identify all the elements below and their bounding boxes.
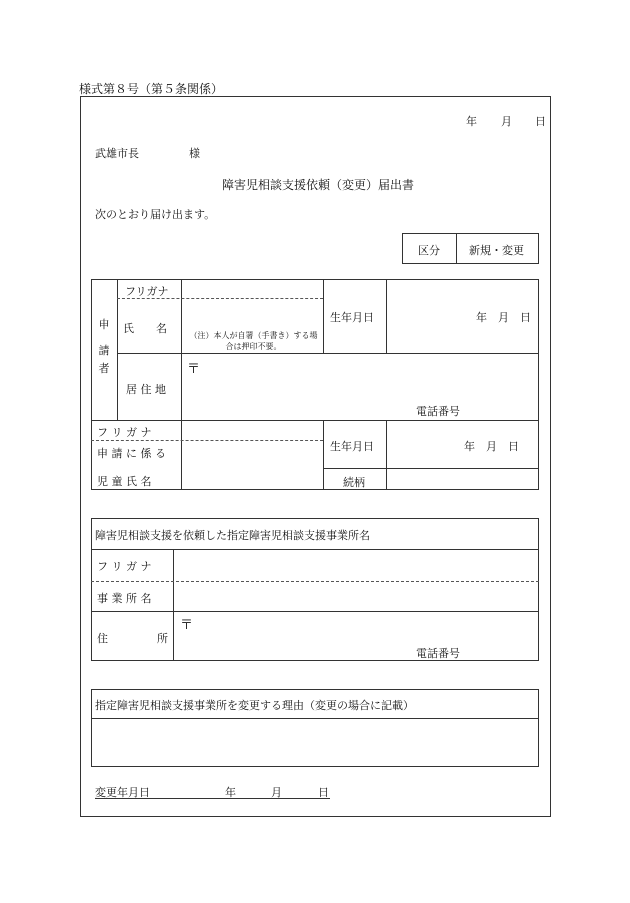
office-header: 障害児相談支援を依頼した指定障害児相談支援事業所名 xyxy=(95,529,370,542)
date-year: 年 xyxy=(466,115,477,128)
office-address-label-1: 住 xyxy=(97,632,108,645)
child-relation-label: 続柄 xyxy=(343,476,365,489)
form-number: 様式第８号（第５条関係） xyxy=(79,82,224,96)
change-date-label: 変更年月日 xyxy=(95,786,150,799)
date-month: 月 xyxy=(501,115,512,128)
applicant-name-label: 氏 名 xyxy=(123,322,167,335)
addressee-honorific: 様 xyxy=(189,147,200,160)
applicant-postal-mark: 〒 xyxy=(187,362,201,377)
applicant-birth-label: 生年月日 xyxy=(330,311,374,324)
change-date-year[interactable]: 年 xyxy=(225,786,236,799)
office-postal-mark: 〒 xyxy=(180,618,194,633)
category-label: 区分 xyxy=(418,244,440,257)
applicant-furigana-label: フリガナ xyxy=(125,285,169,298)
child-birth-label: 生年月日 xyxy=(330,440,374,453)
applicant-address-label: 居 住 地 xyxy=(126,383,166,396)
page-title: 障害児相談支援依頼（変更）届出書 xyxy=(222,178,415,192)
date-day: 日 xyxy=(535,115,546,128)
reason-header: 指定障害児相談支援事業所を変更する理由（変更の場合に記載） xyxy=(95,699,414,712)
addressee-name: 武雄市長 xyxy=(95,147,139,160)
change-date-month[interactable]: 月 xyxy=(271,786,282,799)
intro-text: 次のとおり届け出ます。 xyxy=(95,208,216,221)
applicant-note: （注）本人が自署（手書き）する場合は押印不要。 xyxy=(189,331,318,351)
child-furigana-label: フ リ ガ ナ xyxy=(97,426,152,439)
office-phone-label: 電話番号 xyxy=(416,647,460,660)
office-address-label-2: 所 xyxy=(157,632,168,645)
applicant-side-3: 者 xyxy=(98,362,110,375)
applicant-phone-label: 電話番号 xyxy=(416,405,460,418)
child-label-2: 児 童 氏 名 xyxy=(97,475,152,488)
applicant-side-2: 請 xyxy=(98,344,110,357)
child-birth-value[interactable]: 年 月 日 xyxy=(464,440,519,453)
change-date-day[interactable]: 日 xyxy=(318,786,329,799)
office-furigana-label: フ リ ガ ナ xyxy=(97,560,152,573)
change-date-underline xyxy=(95,798,330,799)
category-value[interactable]: 新規・変更 xyxy=(469,244,524,257)
child-label-1: 申 請 に 係 る xyxy=(97,447,166,460)
applicant-side-1: 申 xyxy=(98,318,110,331)
applicant-birth-value[interactable]: 年 月 日 xyxy=(476,311,531,324)
office-name-label: 事 業 所 名 xyxy=(97,592,152,605)
